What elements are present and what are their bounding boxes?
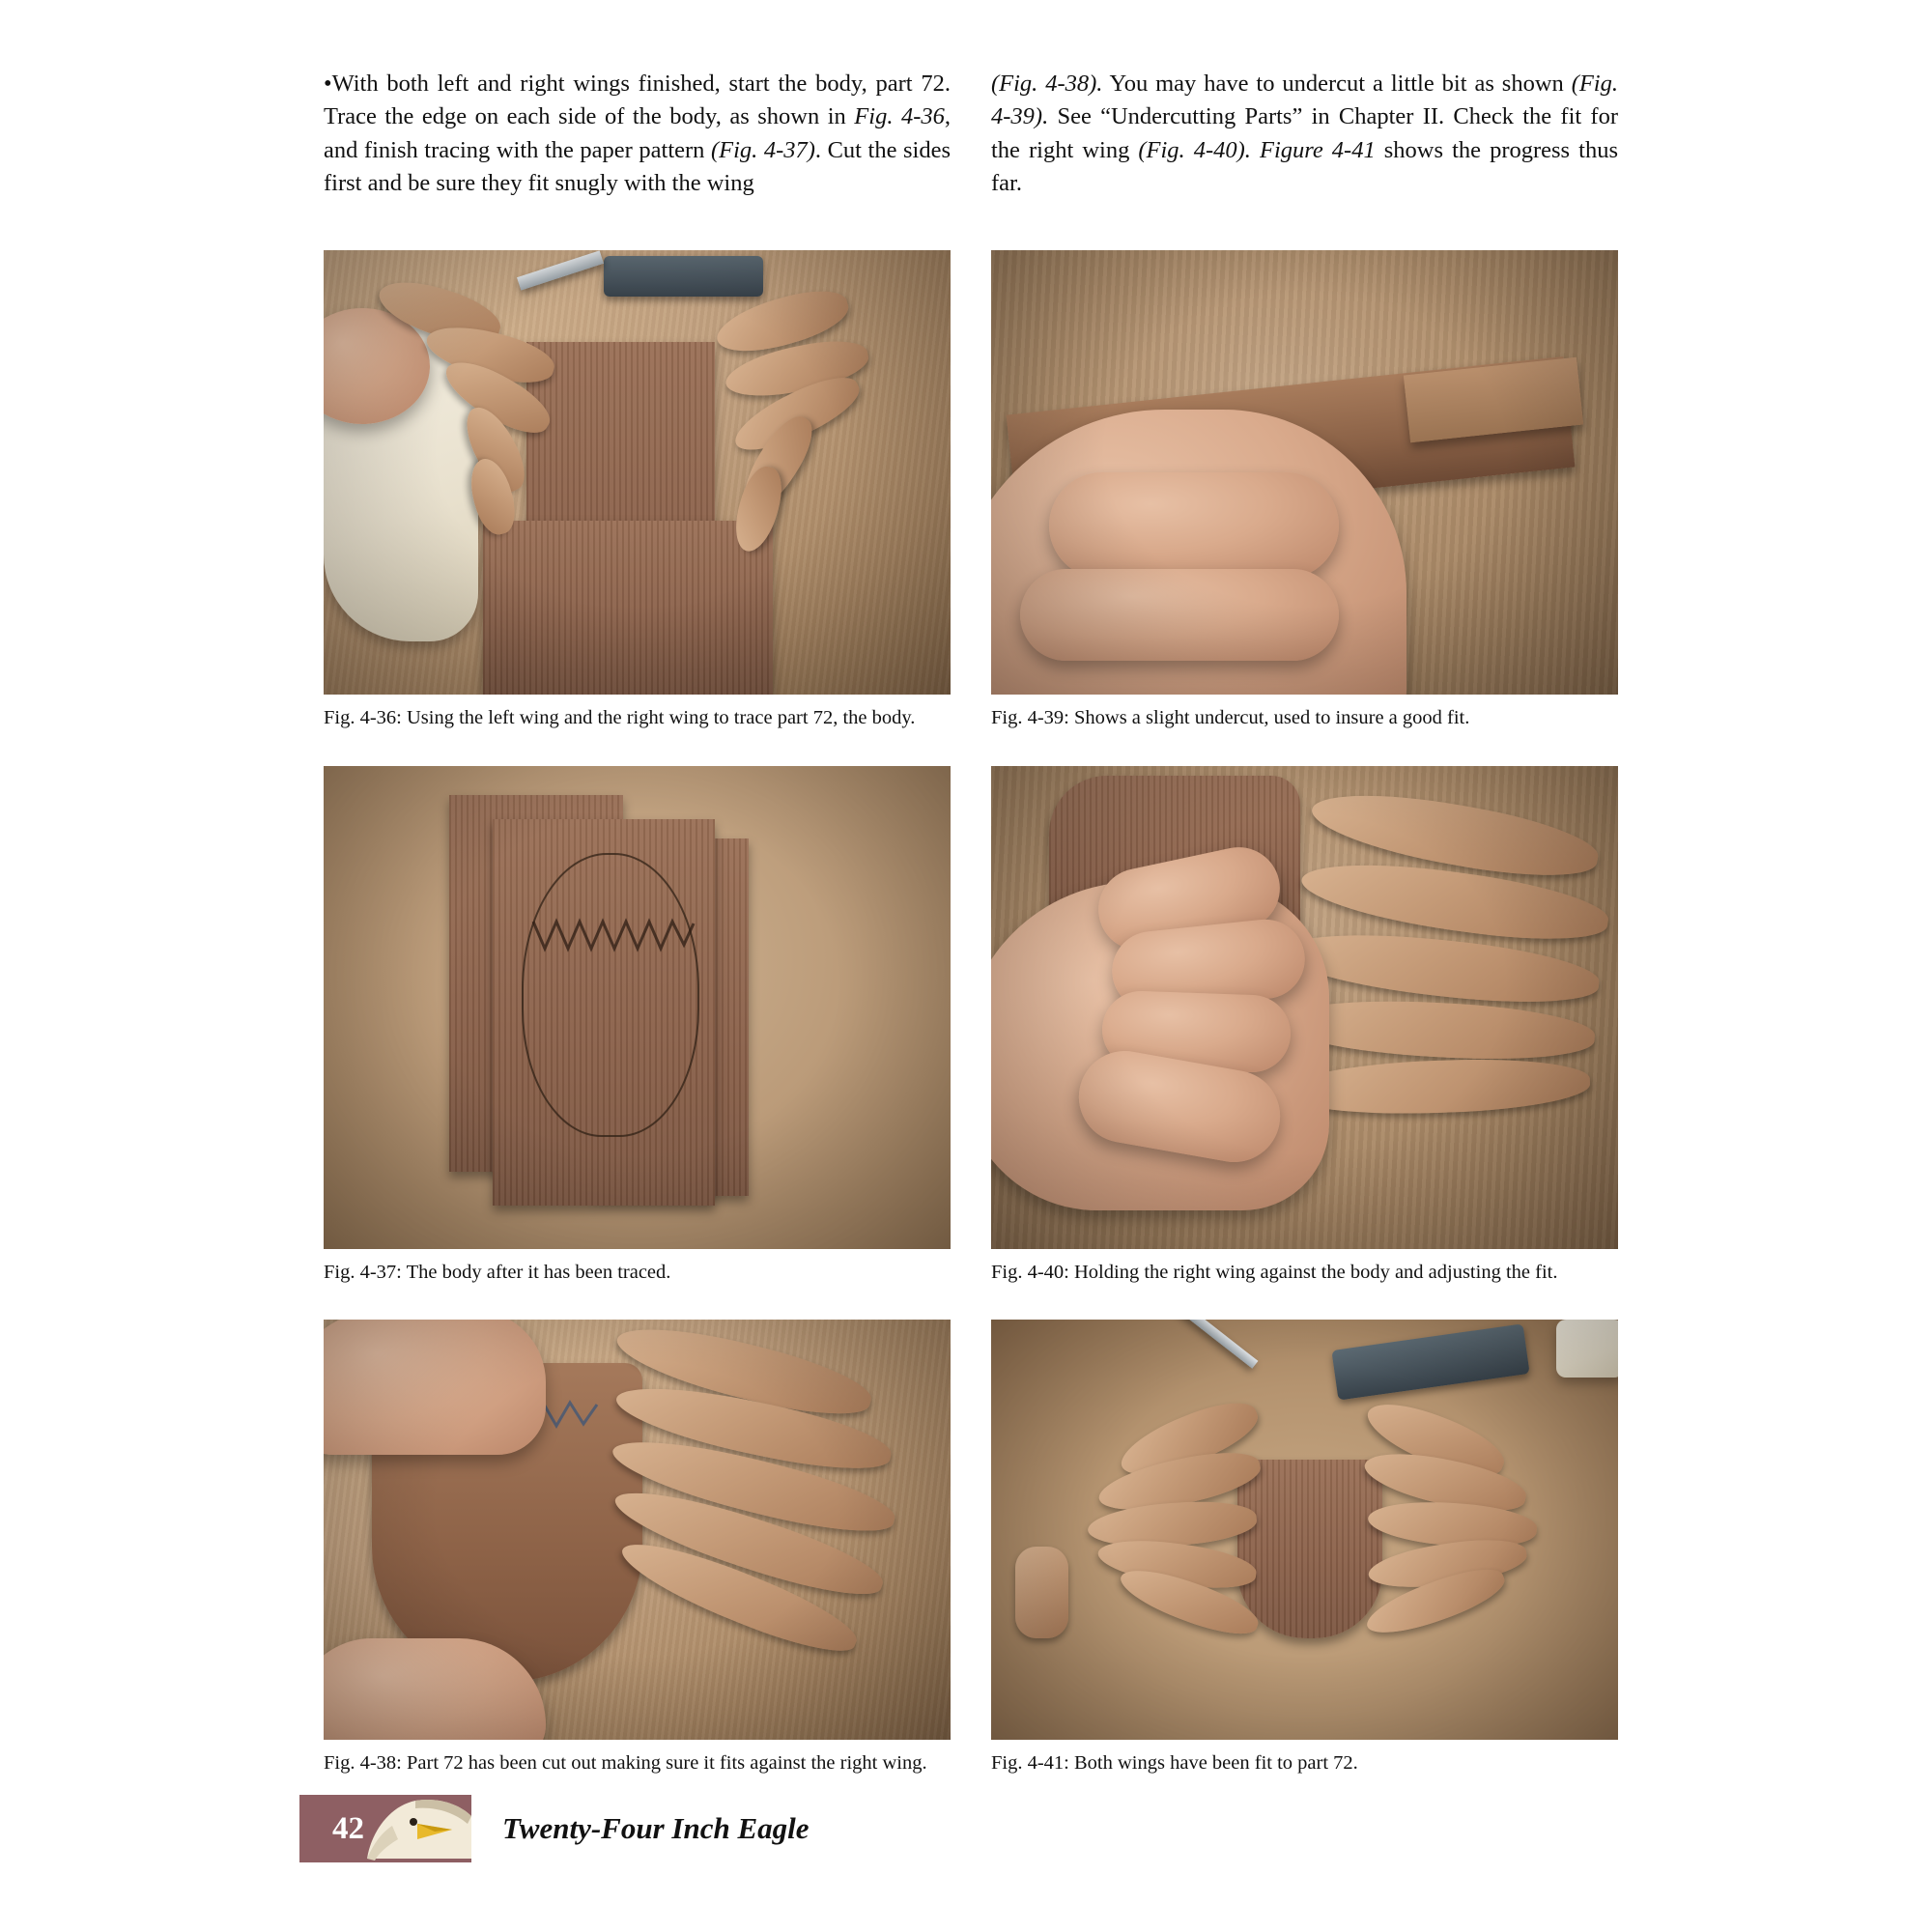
intro-right-italic-3: (Fig. 4-40). Figure 4-41 <box>1138 136 1376 163</box>
bullet-glyph-icon: • <box>324 71 332 97</box>
intro-left-italic-1: Fig. 4-36 <box>854 103 945 130</box>
page-footer <box>299 1795 810 1862</box>
hand-top <box>324 1320 546 1455</box>
traced-outline <box>522 853 699 1137</box>
figure-4-39-photo <box>991 250 1618 695</box>
intro-right-italic-1: (Fig. 4-38). <box>991 71 1103 97</box>
eagle-head-icon <box>359 1795 471 1862</box>
figure-grid <box>324 250 1618 1776</box>
chisel-tool <box>604 256 763 297</box>
body-part-72 <box>1237 1460 1382 1638</box>
traced-zigzag-icon <box>531 916 696 960</box>
thumb <box>1020 569 1339 661</box>
intro-paragraph-right <box>991 68 1618 200</box>
figure-4-38-photo <box>324 1320 951 1740</box>
intro-right-italic-2: (Fig. 4-39). <box>991 71 1618 130</box>
figure-4-39-caption: Fig. 4-39: Shows a slight undercut, used to insure a good fit. <box>991 707 1470 729</box>
figure-4-36-photo <box>324 250 951 695</box>
intro-left-text-3: . Cut the sides first and be sure they fit snugly with the wing <box>324 136 951 196</box>
figure-4-40 <box>991 766 1618 1286</box>
intro-text-block <box>324 68 1618 200</box>
loose-part <box>1015 1547 1068 1638</box>
finger <box>1049 472 1339 579</box>
figure-4-41 <box>991 1320 1618 1776</box>
intro-right-text-1: You may have to undercut a little bit as shown <box>1102 71 1572 97</box>
intro-left-text-1: With both left and right wings finished, start the body, part 72. Trace the edge on each side of the body, as shown in <box>324 71 951 130</box>
figure-4-37-caption: Fig. 4-37: The body after it has been traced. <box>324 1261 671 1283</box>
figure-4-39 <box>991 250 1618 731</box>
intro-column-right <box>991 68 1618 200</box>
intro-paragraph-left <box>324 68 951 200</box>
glue-bottle <box>1556 1320 1618 1378</box>
figure-4-38-caption: Fig. 4-38: Part 72 has been cut out making sure it fits against the right wing. <box>324 1752 927 1775</box>
figure-4-41-photo <box>991 1320 1618 1740</box>
intro-column-left <box>324 68 951 200</box>
page-number-badge <box>299 1795 471 1862</box>
running-title: Twenty-Four Inch Eagle <box>502 1811 810 1845</box>
figure-4-40-caption: Fig. 4-40: Holding the right wing against the body and adjusting the fit. <box>991 1261 1558 1283</box>
figure-4-37 <box>324 766 951 1286</box>
figure-4-41-caption: Fig. 4-41: Both wings have been fit to part 72. <box>991 1752 1358 1775</box>
intro-right-text-2: See “Undercutting Parts” in Chapter II. Check the fit for the right wing <box>991 103 1618 163</box>
figure-4-38 <box>324 1320 951 1776</box>
intro-right-text-3: shows the progress thus far. <box>991 136 1618 196</box>
intro-left-text-2: , and finish tracing with the paper pattern <box>324 103 951 163</box>
page-content <box>324 68 1618 1776</box>
figure-4-40-photo <box>991 766 1618 1249</box>
figure-4-37-photo <box>324 766 951 1249</box>
figure-4-36 <box>324 250 951 731</box>
intro-left-italic-2: (Fig. 4-37) <box>710 136 815 163</box>
figure-4-36-caption: Fig. 4-36: Using the left wing and the right wing to trace part 72, the body. <box>324 707 916 729</box>
body-blank-plank-lower <box>483 521 773 695</box>
page-number: 42 <box>332 1810 364 1846</box>
